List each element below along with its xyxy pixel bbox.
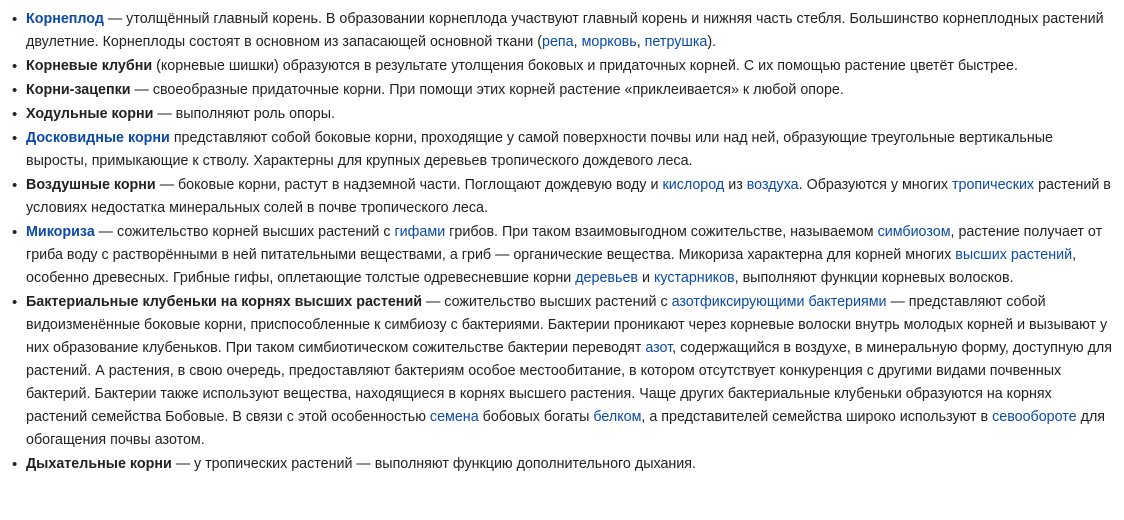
term-link[interactable]: Досковидные корни: [26, 130, 170, 146]
description-text: (корневые шишки) образуются в результате утолщения боковых и придаточных корней. С их помощью растение цветёт быстрее.: [152, 58, 1018, 74]
inline-link[interactable]: деревьев: [575, 270, 639, 286]
inline-link[interactable]: тропических: [951, 177, 1035, 193]
inline-link[interactable]: кустарников: [653, 270, 735, 286]
description-text: , содержащийся в воздухе, в минеральную форму, доступную для растений. А растения, в свою очередь, предоставляют бактериям особое местообитание, в котором отсутствует конкуренция с другими видами почвенных бактерий. Бактерии также используют вещества, находящиеся в корнях высшего растения. Чаще других бактериальные клубеньки образуются на корнях растений семейства Бобовые. В связи с этой особенностью: [26, 340, 1113, 425]
list-item: [10, 103, 1114, 126]
description-text: , выполняют функции корневых волосков.: [734, 270, 1014, 286]
description-text: ,: [636, 34, 645, 50]
description-text: — сожительство корней высших растений с: [94, 224, 395, 240]
inline-link[interactable]: высших растений: [955, 247, 1073, 263]
description-text: ).: [707, 34, 717, 50]
term-title: Бактериальные клубеньки на корнях высших растений: [26, 294, 423, 310]
description-text: ,: [573, 34, 582, 50]
inline-link[interactable]: воздуха: [746, 177, 799, 193]
inline-link[interactable]: гифами: [394, 224, 446, 240]
inline-link[interactable]: севообороте: [992, 409, 1077, 425]
term-link[interactable]: Корнеплод: [26, 11, 104, 27]
description-text: и: [638, 270, 654, 286]
description-text: для обогащения почвы азотом.: [26, 409, 1106, 448]
inline-link[interactable]: симбиозом: [877, 224, 951, 240]
inline-link[interactable]: семена: [429, 409, 479, 425]
description-text: — утолщённый главный корень. В образовании корнеплода участвуют главный корень и нижняя часть стебля. Большинство корнеплодных растений двулетние. Корнеплоды состоят в основном из запасающей основной ткани (: [26, 11, 1104, 50]
list-item: [10, 55, 1114, 78]
description-text: — представляют собой видоизменённые боковые корни, приспособленные к симбиозу с бактериями. Бактерии проникают через корневые волоски внутрь молодых корней и вызывают у них образование клубеньков. При таком симбиотическом сожительстве бактерии переводят: [26, 294, 1108, 356]
term-title: Корневые клубни: [26, 58, 153, 74]
description-text: представляют собой боковые корни, проходящие у самой поверхности почвы или над ней, образующие треугольные вертикальные выросты, примыкающие к стволу. Характерны для крупных деревьев тропического дождевого леса.: [26, 130, 1053, 169]
inline-link[interactable]: белком: [593, 409, 642, 425]
list-item: [10, 453, 1114, 476]
term-title: Корни-зацепки: [26, 82, 131, 98]
description-text: . Образуются у многих: [798, 177, 952, 193]
description-text: бобовых богаты: [478, 409, 594, 425]
inline-link[interactable]: морковь: [581, 34, 637, 50]
inline-link[interactable]: азот: [645, 340, 673, 356]
description-text: , растение получает от гриба воду с растворёнными в ней питательными веществами, а гриб — органические вещества. Микориза характерна для корней многих: [26, 224, 1103, 263]
description-text: из: [724, 177, 747, 193]
description-text: — сожительство высших растений с: [422, 294, 672, 310]
description-text: грибов. При таком взаимовыгодном сожительстве, называемом: [445, 224, 878, 240]
list-item: [10, 8, 1114, 54]
list-item: [10, 221, 1114, 290]
term-title: Дыхательные корни: [26, 456, 172, 472]
list-item: [10, 79, 1114, 102]
list-item: [10, 127, 1114, 173]
description-text: — боковые корни, растут в надземной части. Поглощают дождевую воду и: [155, 177, 663, 193]
description-text: растений в условиях недостатка минеральных солей в почве тропического леса.: [26, 177, 1111, 216]
term-link[interactable]: Микориза: [26, 224, 95, 240]
inline-link[interactable]: кислород: [662, 177, 725, 193]
list-item: [10, 174, 1114, 220]
description-text: — выполняют роль опоры.: [153, 106, 336, 122]
inline-link[interactable]: бактериями: [808, 294, 887, 310]
inline-link[interactable]: репа: [542, 34, 574, 50]
description-text: — своеобразные придаточные корни. При помощи этих корней растение «приклеивается» к любой опоре.: [130, 82, 844, 98]
description-text: , особенно древесных. Грибные гифы, оплетающие толстые одревесневшие корни: [26, 247, 1077, 286]
term-title: Ходульные корни: [26, 106, 154, 122]
inline-link[interactable]: петрушка: [644, 34, 708, 50]
list-item: [10, 291, 1114, 452]
description-text: , а представителей семейства широко используют в: [641, 409, 993, 425]
inline-link[interactable]: азотфиксирующими: [671, 294, 805, 310]
term-title: Воздушные корни: [26, 177, 156, 193]
description-text: — у тропических растений — выполняют функцию дополнительного дыхания.: [171, 456, 697, 472]
